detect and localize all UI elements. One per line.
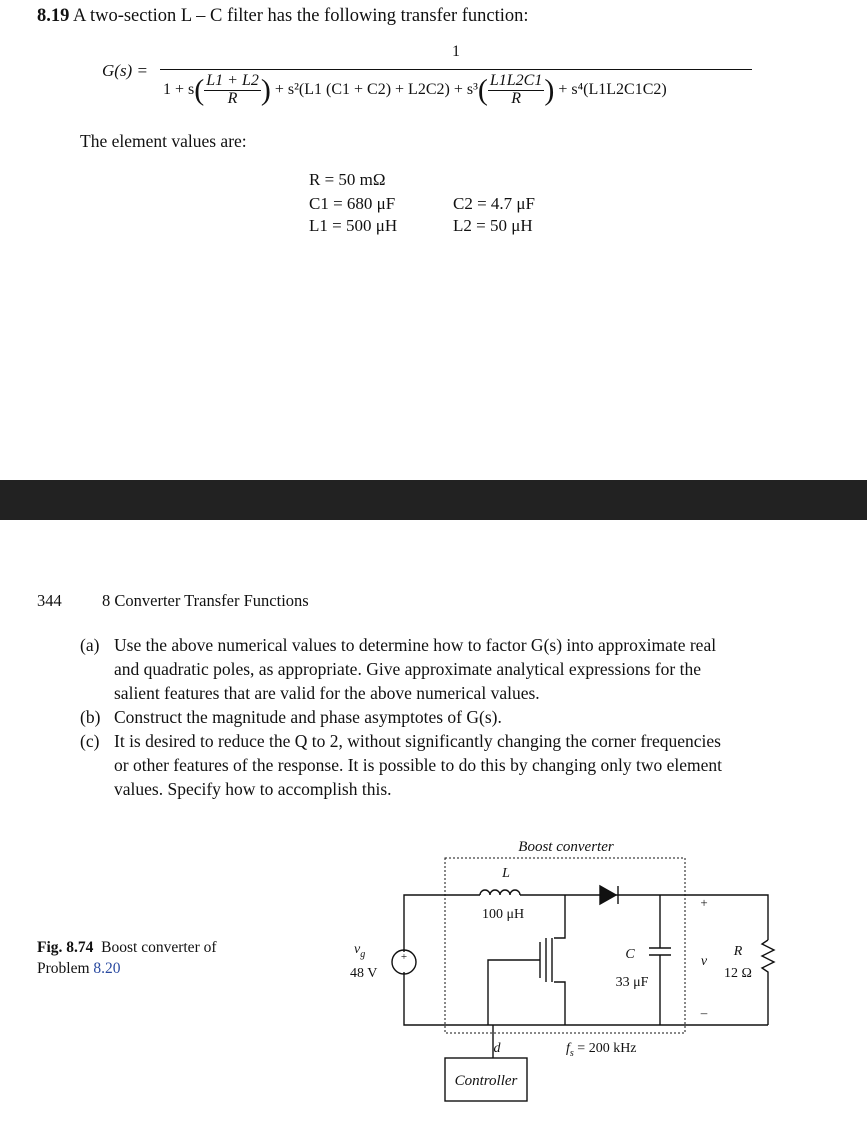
vg-label: $v_g$	[354, 942, 366, 960]
mosfet-source-wire	[554, 982, 565, 1025]
duty-label: d	[493, 1041, 501, 1056]
question-c-line1: It is desired to reduce the Q to 2, without significantly changing the corner frequencies	[114, 731, 721, 751]
figure-caption-text: Boost converter of	[101, 939, 217, 956]
question-a-line2: and quadratic poles, as appropriate. Give approximate analytical expressions for the	[114, 659, 702, 679]
top-wire-right	[660, 895, 768, 940]
capacitor-label: C	[625, 947, 635, 962]
problem-title	[37, 6, 529, 27]
question-c-line2: or other features of the response. It is possible to do this by changing only two element	[114, 755, 722, 775]
question-a-line3: salient features that are valid for the above numerical values.	[114, 683, 540, 703]
fraction-bar	[160, 69, 752, 70]
transfer-function-numerator: 1	[452, 43, 460, 60]
controller-label: Controller	[454, 1073, 518, 1089]
question-a-line1: Use the above numerical values to determine how to factor G(s) into approximate real	[114, 635, 717, 655]
resistor	[762, 940, 774, 1025]
inductor-value: 100 μH	[481, 907, 525, 922]
top-wire-left	[404, 895, 480, 952]
problem-link[interactable]: 8.20	[93, 960, 121, 977]
figure-number: Fig. 8.74	[37, 939, 94, 956]
inductor-label: L	[502, 866, 510, 881]
question-b-label: (b)	[80, 707, 101, 727]
output-v-label: v	[700, 954, 708, 969]
mosfet-gate-wire	[488, 960, 540, 1025]
den-term2: + s²(L1 (C1 + C2) + L2C2) + s³	[274, 80, 478, 98]
bottom-wire	[404, 972, 768, 1025]
chapter-title: 8 Converter Transfer Functions	[102, 591, 309, 610]
den-term4: + s⁴(L1L2C1C2)	[558, 80, 667, 98]
value-C2: C2 = 4.7 μF	[453, 194, 535, 213]
output-minus: –	[700, 1005, 708, 1020]
switch-drain-wire	[554, 895, 565, 938]
source-plus: +	[400, 951, 408, 963]
resistor-value: 12 Ω	[724, 966, 752, 981]
value-L2: L2 = 50 μH	[453, 216, 533, 235]
boost-converter-diagram	[0, 820, 867, 1120]
switching-frequency: $f_s = 200$ kHz	[566, 1041, 637, 1059]
den-one: 1 + s	[163, 80, 195, 98]
output-plus: +	[700, 895, 708, 910]
value-R: R = 50 mΩ	[309, 170, 386, 189]
problem-number: 8.19	[37, 6, 70, 26]
inductor	[480, 890, 520, 895]
den-frac1: $\frac{L1 + L2}{R}$	[206, 72, 259, 107]
figure-caption-prefix: Problem	[37, 960, 90, 977]
box-title: Boost converter	[518, 839, 614, 855]
diode-triangle	[600, 886, 616, 904]
page-number: 344	[37, 591, 62, 610]
value-L1: L1 = 500 μH	[309, 216, 398, 235]
value-C1: C1 = 680 μF	[309, 194, 396, 213]
page-break-band	[0, 480, 867, 520]
element-intro: The element values are:	[80, 131, 247, 151]
transfer-function-denominator: 1 + s( $\frac{L1 + L2}{R}$ ) + s²(L1 (C1 + C2) + L2C2) + s³( $\frac{L1L2C1}{R}$ ) + s⁴(L1L2C1C2)	[163, 72, 667, 107]
vg-value: 48 V	[350, 966, 378, 981]
problem-statement: A two-section L – C filter has the following transfer function:	[72, 6, 529, 26]
question-b-line1: Construct the magnitude and phase asymptotes of G(s).	[114, 707, 502, 727]
resistor-label: R	[733, 944, 743, 959]
question-a-label: (a)	[80, 635, 100, 655]
den-frac2: $\frac{L1L2C1}{R}$	[489, 72, 543, 107]
transfer-function-lhs: G(s) =	[102, 61, 148, 80]
question-c-label: (c)	[80, 731, 100, 751]
capacitor-value: 33 μF	[615, 975, 649, 990]
question-c-line3: values. Specify how to accomplish this.	[114, 779, 392, 799]
